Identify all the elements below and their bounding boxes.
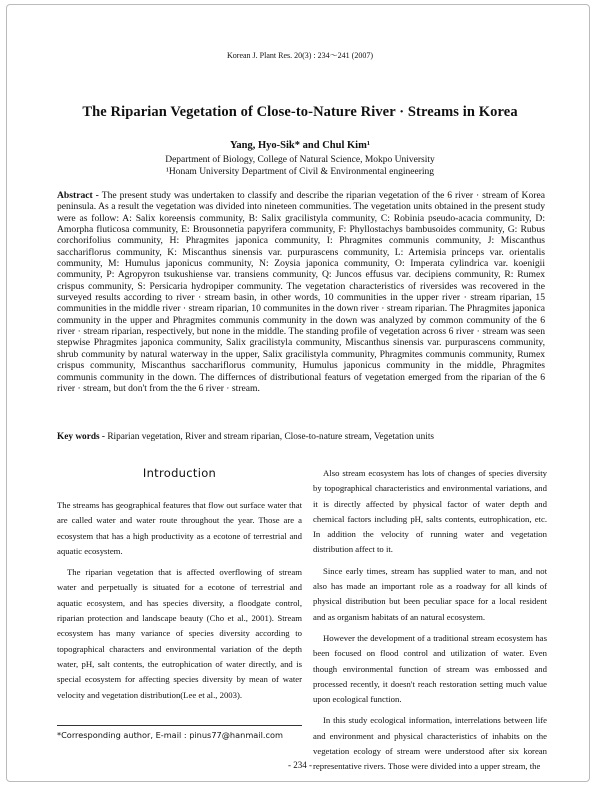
- right-column: [313, 466, 547, 781]
- abstract-text: The present study was undertaken to classify and describe the riparian vegetation of the 6 river · stream of Korea peninsula. As a result the vegetation was divided into nineteen communities. The vegetation units obtained in the present study were as follow: A: Salix koreensis community, B: Salix gracilistyla community, C: Robinia pseudo-acacia community, D: Amorpha fluticosa community, E: Brousonnetia papyrifera community, F: Phyllostachys bambusoides community, G: Rubus corchorifolius community, H: Phragmites japonica community, I: Phragmites communis community, J: Miscanthus sacchariflorus community, K: Miscanthus sinensis var. purpurascens community, L: Artemisia princeps var. orientalis community, M: Humulus japonicus community, N: Zoysia japonica community, O: Imperata cylindrica var. koenigii community, P: Agropyron tsukushiense var. transiens community, Q: Juncos effusus var. decipiens community, R: Rumex crispus community, S: Persicaria hydropiper community. The vegetation characteristics of riversides was recovered in the surveyed results according to river · stream basin, in other words, 10 communities in the upper river · stream riparian, 15 communities in the middle river · stream riparian, 10 communites in the down river · stream riparian. The Phragmites japonica community in the upper and Phragmites communis community in the down was analyzed by common community of the 6 river · stream riparian, respectively, but none in the middle. The standing profile of vegetation across 6 river · stream was seen stepwise Phragmites japonica community, Salix gracilistyla community, Miscanthus sinensis var. purpurascens community, shrub community by natural waterway in the upper, Salix gracilistyla community, Phragmites communis community, Rumex crispus community, Miscanthus sacchariflorus community, Humulus japonicus community in the middle, Phragmites communis community in the down. The differnces of distributional featurs of vegetation emerged from the riparian of the 6 river · stream, but don't from the the 6 river · stream.: [57, 190, 545, 394]
- abstract: [57, 190, 545, 394]
- paragraph: The streams has geographical features that flow out surface water that are called water and water route throughout the year. Those are a ecosystem that has a high productivity as a ecotone of terrestrial and aquatic ecosystem.: [57, 500, 302, 556]
- paragraph: Since early times, stream has supplied water to man, and not also has made an important role as a roadway for all kinds of physical distribution but been peculiar space for a local resident and as organism habitats of an natural ecosystem.: [313, 565, 547, 622]
- page-number: - 234 -: [288, 760, 312, 770]
- paragraph: However the development of a traditional stream ecosystem has been focused on flood control and utilization of water. Even though environmental function of stream was embossed and processed recently, it doesn't reach restoration setting much value upon ecological function.: [313, 632, 547, 705]
- affiliation-2: ¹Honam University Department of Civil & Environmental engineering: [166, 167, 434, 177]
- introduction-heading: Introduction: [142, 466, 217, 480]
- keywords-label: Key words -: [57, 432, 108, 442]
- footnote-rule: [57, 725, 302, 726]
- paragraph: In this study ecological information, interrelations between life and environment and physical characteristics of inhabits on the vegetation ecology of stream were understood after six korean representative rivers. Those were divided into a upper stream, the: [313, 715, 547, 772]
- paragraph: Also stream ecosystem has lots of changes of species diversity by topographical characteristics and environmental variations, and it is directly affected by physical factor of water depth and chemical factors including pH, salts contents, eutrophication, etc. In addition the velocity of running water and vegetation distribution affect to it.: [313, 468, 547, 555]
- journal-reference: Korean J. Plant Res. 20(3) : 234～241 (2007): [227, 51, 373, 60]
- paragraph: The riparian vegetation that is affected overflowing of stream water and perpetually is situated for a ecotone of terrestrial and aquatic ecosystem, and has species diversity, a floodgate control, riparian protection and landscape beauty (Cho et al., 2001). Stream ecosystem has many variance of species diversity according to topographical characters and environmental variation of the depth water, pH, salt contents, the eutrophication of water directly, and is special ecosystem for affecting species diversity by mean of water velocity and vegetation distribution(Lee et al., 2003).: [57, 567, 302, 700]
- authors: Yang, Hyo-Sik* and Chul Kim¹: [230, 140, 370, 151]
- abstract-label: Abstract -: [57, 190, 102, 201]
- left-column: [57, 498, 302, 709]
- keywords-text: Riparian vegetation, River and stream riparian, Close-to-nature stream, Vegetation units: [107, 432, 435, 442]
- paper-title: The Riparian Vegetation of Close-to-Nature River · Streams in Korea: [82, 104, 518, 120]
- keywords: [57, 432, 545, 442]
- affiliation-1: Department of Biology, College of Natural Science, Mokpo University: [165, 155, 435, 165]
- footnote: *Corresponding author, E-mail : pinus77@hanmail.com: [57, 730, 283, 740]
